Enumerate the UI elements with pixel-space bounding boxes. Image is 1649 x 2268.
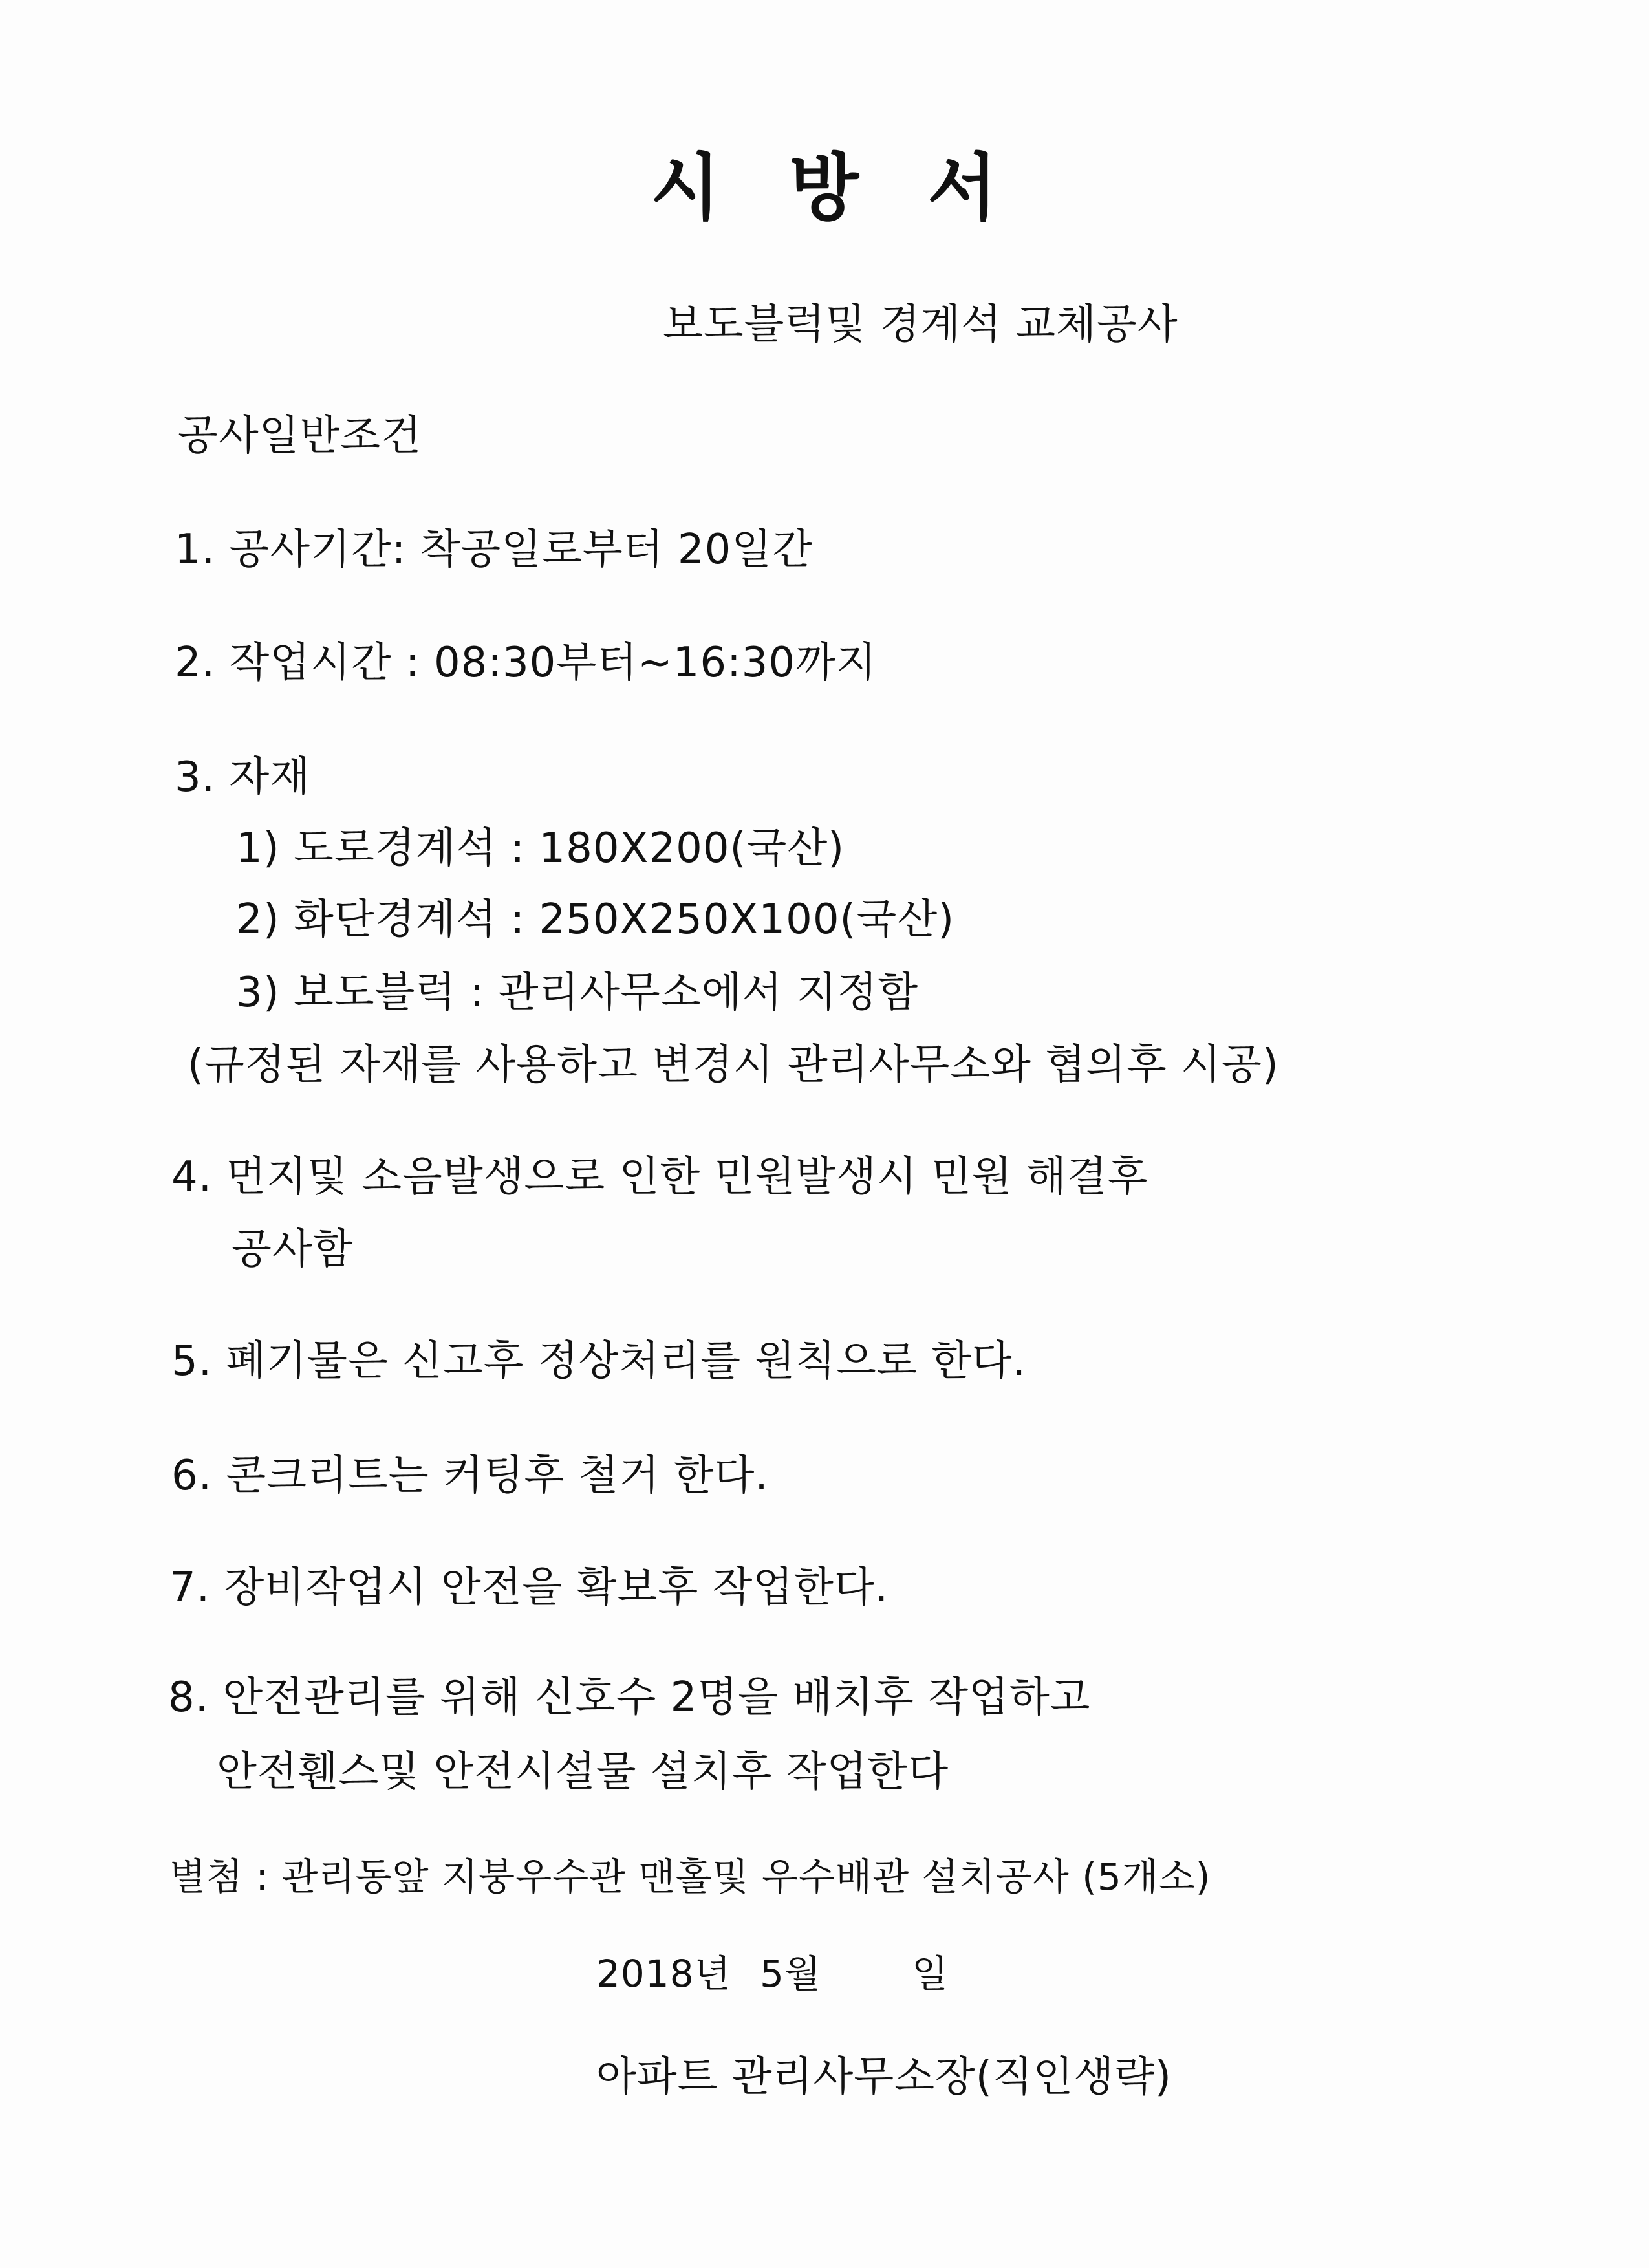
item-3-sub-3: 3) 보도블럭 : 관리사무소에서 지정함	[236, 969, 919, 1017]
item-6: 6. 콘크리트는 커팅후 철거 한다.	[171, 1452, 769, 1500]
title-char-3: 서	[927, 146, 999, 230]
item-4-line-2: 공사함	[232, 1226, 354, 1273]
item-7: 7. 장비작업시 안전을 확보후 작업한다.	[169, 1564, 889, 1612]
item-3-note: (규정된 자재를 사용하고 변경시 관리사무소와 협의후 시공)	[188, 1041, 1279, 1089]
item-3-label: 3. 자재	[175, 753, 311, 801]
item-4-line-1: 4. 먼지및 소음발생으로 인한 민원발생시 민원 해결후	[171, 1153, 1148, 1201]
item-8-line-1: 8. 안전관리를 위해 신호수 2명을 배치후 작업하고	[168, 1674, 1091, 1722]
item-5: 5. 폐기물은 신고후 정상처리를 원칙으로 한다.	[171, 1337, 1026, 1385]
date-month: 5월	[760, 1952, 821, 1996]
item-3-sub-1: 1) 도로경계석 : 180X200(국산)	[236, 825, 845, 872]
signature-line: 아파트 관리사무소장(직인생략)	[596, 2053, 1172, 2101]
project-name: 보도블럭및 경계석 교체공사	[663, 301, 1178, 349]
document-title	[0, 146, 1649, 230]
item-1: 1. 공사기간: 착공일로부터 20일간	[175, 526, 813, 574]
item-2: 2. 작업시간 : 08:30부터~16:30까지	[175, 639, 877, 687]
item-8-line-2: 안전휀스및 안전시설물 설치후 작업한다	[217, 1748, 949, 1796]
attachment-note: 별첨 : 관리동앞 지붕우수관 맨홀및 우수배관 설치공사 (5개소)	[169, 1855, 1211, 1899]
date-day: 일	[912, 1952, 949, 1996]
title-char-2: 방	[788, 146, 861, 230]
item-3-sub-2: 2) 화단경계석 : 250X250X100(국산)	[236, 896, 955, 944]
section-heading: 공사일반조건	[178, 412, 422, 460]
date-year: 2018년	[596, 1952, 731, 1996]
title-char-1: 시	[650, 146, 722, 230]
